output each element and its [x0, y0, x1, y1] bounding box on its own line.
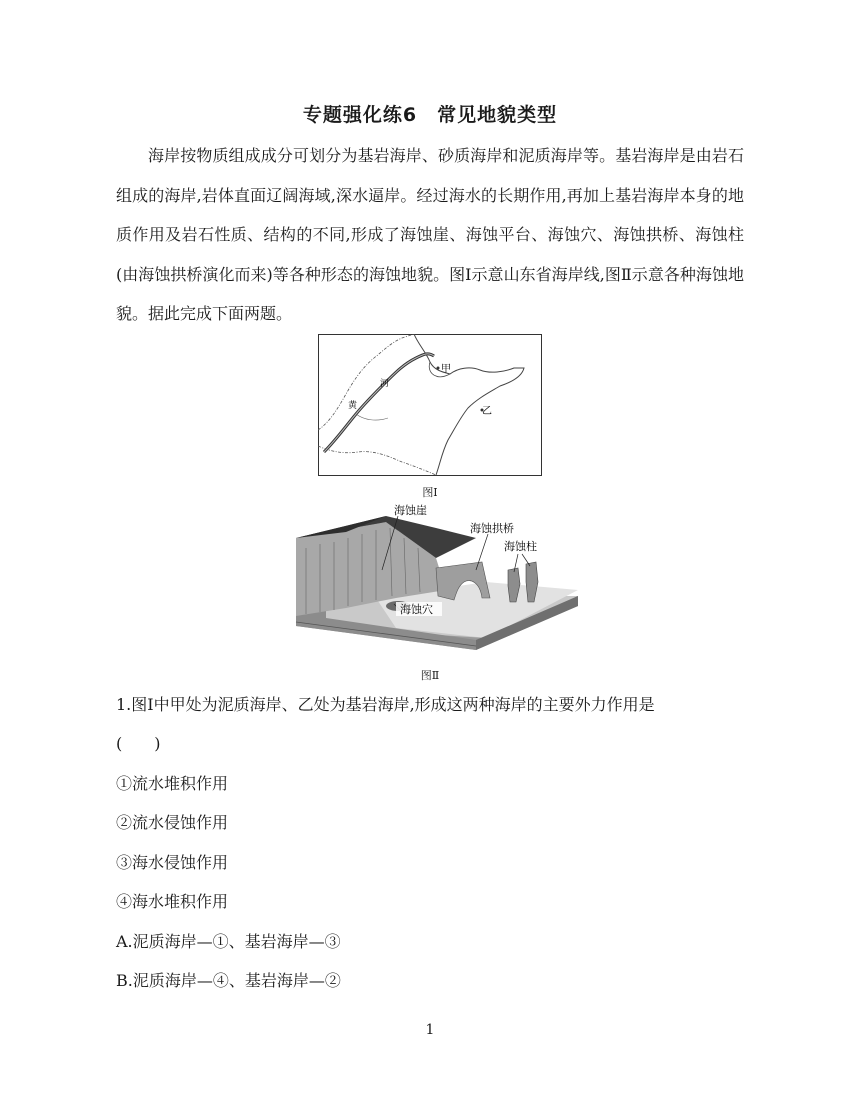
question1-bracket: ( ) — [116, 734, 161, 753]
label-sea-arch: 海蚀拱桥 — [470, 522, 514, 535]
label-yi: 乙 — [482, 406, 492, 417]
page-number: 1 — [425, 1022, 435, 1038]
question1-stem: 1.图Ⅰ中甲处为泥质海岸、乙处为基岩海岸,形成这两种海岸的主要外力作用是 — [116, 695, 655, 714]
figure1-caption: 图Ⅰ — [422, 486, 438, 499]
label-sea-stack: 海蚀柱 — [504, 540, 537, 553]
label-he: 河 — [380, 379, 390, 389]
question1-item: ①流水堆积作用 — [116, 774, 229, 793]
label-sea-cave: 海蚀穴 — [400, 603, 433, 616]
label-huang: 黄 — [348, 401, 358, 411]
intro-paragraph: 海岸按物质组成成分可划分为基岩海岸、砂质海岸和泥质海岸等。基岩海岸是由岩石组成的海岸,岩体直面辽阔海域,深水逼岸。经过海水的长期作用,再加上基岩海岸本身的地质作用及岩石性质、结构的不同,形成了海蚀崖、海蚀平台、海蚀穴、海蚀拱桥、海蚀柱(由海蚀拱桥演化而来)等各种形态的海蚀地貌。图Ⅰ示意山东省海岸线,图Ⅱ示意各种海蚀地貌。据此完成下面两题。 — [116, 146, 744, 323]
question1-option-b: B.泥质海岸—④、基岩海岸—② — [116, 971, 341, 990]
question1-item: ④海水堆积作用 — [116, 892, 229, 911]
label-jia: 甲 — [441, 364, 451, 375]
question1-item: ③海水侵蚀作用 — [116, 853, 229, 872]
question1-item: ②流水侵蚀作用 — [116, 813, 229, 832]
shandong-coastline-map — [318, 334, 542, 476]
question1-option-a: A.泥质海岸—①、基岩海岸—③ — [116, 932, 341, 951]
label-sea-cliff: 海蚀崖 — [394, 504, 427, 517]
sea-erosion-landforms-diagram — [286, 498, 578, 663]
page-title: 专题强化练6 常见地貌类型 — [302, 104, 558, 126]
figure2-caption: 图Ⅱ — [420, 669, 440, 682]
